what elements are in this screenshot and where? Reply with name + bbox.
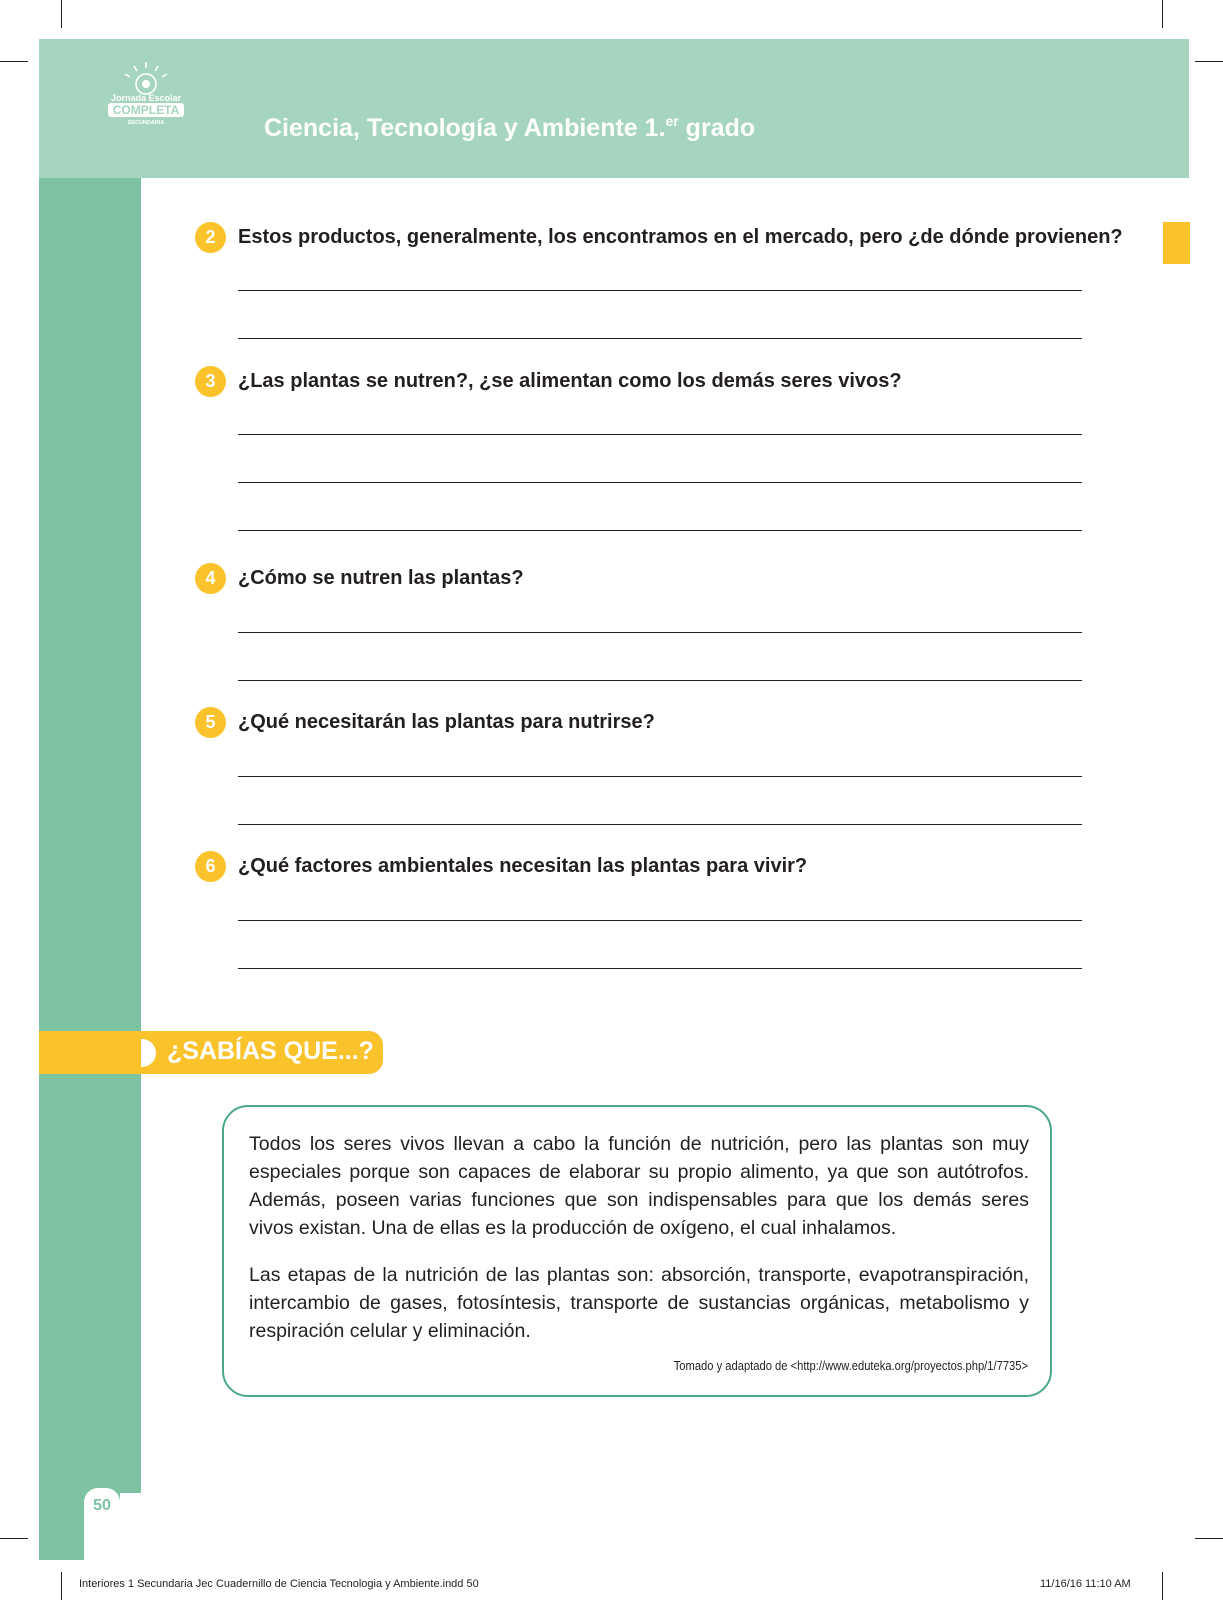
print-slug-filename: Interiores 1 Secundaria Jec Cuadernillo de Ciencia Tecnologia y Ambiente.indd 50	[79, 1578, 479, 1590]
crop-mark	[1195, 61, 1223, 62]
answer-line[interactable]	[238, 290, 1082, 291]
question-number-badge: 6	[195, 851, 226, 882]
answer-line[interactable]	[238, 680, 1082, 681]
section-tab-marker	[1163, 222, 1190, 264]
answer-line[interactable]	[238, 920, 1082, 921]
answer-line[interactable]	[238, 482, 1082, 483]
jornada-escolar-logo	[104, 60, 188, 126]
question-number-badge: 2	[195, 222, 226, 253]
answer-line[interactable]	[238, 776, 1082, 777]
info-paragraph-1: Todos los seres vivos llevan a cabo la función de nutrición, pero las plantas son muy especiales porque son capaces de elaborar su propio alimento, ya que son autótrofos. Además, poseen varias funciones que son indispensables para que los demás seres vivos existan. Una de ellas es la producción de oxígeno, el cual inhalamos.	[249, 1133, 1029, 1239]
crop-mark	[61, 0, 62, 28]
header-band	[39, 39, 1189, 178]
question-text: Estos productos, generalmente, los encontramos en el mercado, pero ¿de dónde provienen?	[238, 226, 1123, 248]
answer-line[interactable]	[238, 530, 1082, 531]
svg-text:SECUNDARIA: SECUNDARIA	[127, 120, 165, 126]
source-citation: Tomado y adaptado de <http://www.eduteka.org/proyectos.php/1/7735>	[673, 1358, 1028, 1373]
print-slug-datetime: 11/16/16 11:10 AM	[1040, 1578, 1131, 1590]
crop-mark	[1195, 1538, 1223, 1539]
info-paragraph-2: Las etapas de la nutrición de las plantas son: absorción, transporte, evapotranspiración, intercambio de gases, fotosíntesis, transporte de sustancias orgánicas, metabolismo y respiración celular y eliminación.	[249, 1264, 1029, 1342]
question-text: ¿Qué necesitarán las plantas para nutrirse?	[238, 711, 655, 733]
side-band	[39, 178, 141, 1560]
question-text: ¿Las plantas se nutren?, ¿se alimentan como los demás seres vivos?	[238, 370, 902, 392]
question-number-badge: 3	[195, 366, 226, 397]
svg-text:Jornada Escolar: Jornada Escolar	[110, 93, 182, 103]
question-number-badge: 5	[195, 707, 226, 738]
answer-line[interactable]	[238, 632, 1082, 633]
question-text: ¿Qué factores ambientales necesitan las plantas para vivir?	[238, 855, 808, 877]
answer-line[interactable]	[238, 338, 1082, 339]
page-number: 50	[93, 1497, 111, 1514]
question-number-badge: 4	[195, 563, 226, 594]
crop-mark	[61, 1572, 62, 1600]
crop-mark	[1162, 0, 1163, 28]
svg-text:COMPLETA: COMPLETA	[112, 103, 180, 117]
crop-mark	[0, 1538, 28, 1539]
question-text: ¿Cómo se nutren las plantas?	[238, 567, 524, 589]
answer-line[interactable]	[238, 824, 1082, 825]
side-band-cutout	[120, 1493, 141, 1560]
book-title: Ciencia, Tecnología y Ambiente 1.$^{er}$ grado	[264, 113, 756, 142]
crop-mark	[0, 61, 28, 62]
answer-line[interactable]	[238, 968, 1082, 969]
sabias-que-title: ¿SABÍAS QUE...?	[167, 1037, 374, 1065]
answer-line[interactable]	[238, 434, 1082, 435]
crop-mark	[1162, 1572, 1163, 1600]
